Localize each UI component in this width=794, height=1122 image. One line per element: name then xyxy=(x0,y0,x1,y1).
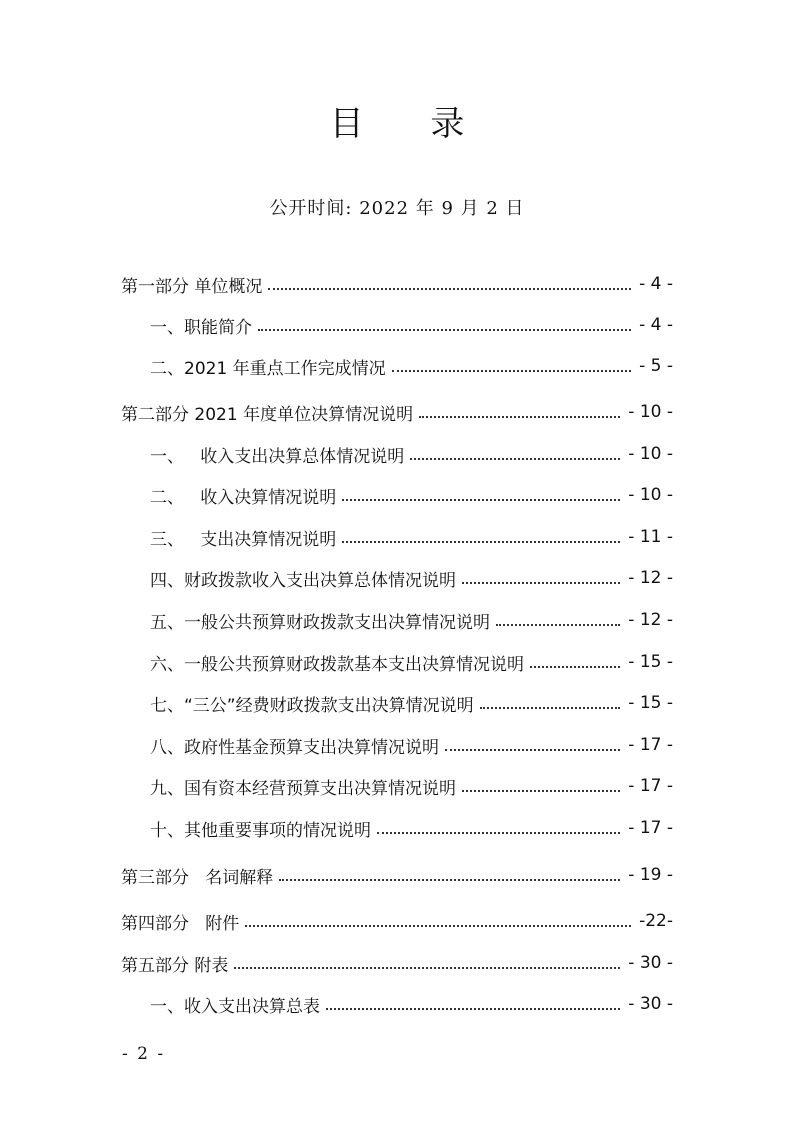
toc-entry-page: - 4 - xyxy=(639,315,673,335)
toc-leader-dots xyxy=(268,288,631,290)
toc-entry-label: 十、其他重要事项的情况说明 xyxy=(150,820,371,841)
toc-entry[interactable] xyxy=(150,731,673,759)
toc-entry-label: 第一部分 单位概况 xyxy=(121,276,263,297)
toc-leader-dots xyxy=(462,790,620,792)
toc-entry-label: 一、职能简介 xyxy=(150,317,252,338)
toc-entry-page: - 15 - xyxy=(628,693,673,713)
toc-leader-dots xyxy=(496,624,620,626)
toc-entry[interactable] xyxy=(121,907,673,935)
toc-entry-page: - 10 - xyxy=(628,444,673,464)
toc-entry-label: 二、 收入决算情况说明 xyxy=(150,487,337,508)
toc-entry-page: - 11 - xyxy=(628,527,673,547)
toc-leader-dots xyxy=(445,749,620,751)
toc-leader-dots xyxy=(410,458,620,460)
toc-entry[interactable] xyxy=(150,689,673,717)
toc-entry-page: - 4 - xyxy=(639,274,673,294)
toc-leader-dots xyxy=(258,329,631,331)
toc-entry-label: 第五部分 附表 xyxy=(121,955,229,976)
toc-entry-page: -22- xyxy=(639,911,673,931)
toc-entry-page: - 19 - xyxy=(628,865,673,885)
toc-entry-page: - 30 - xyxy=(628,994,673,1014)
toc-entry-page: - 5 - xyxy=(639,356,673,376)
publish-time: 公开时间: 2022 年 9 月 2 日 xyxy=(269,198,525,219)
toc-entry-page: - 10 - xyxy=(628,485,673,505)
toc-entry[interactable] xyxy=(121,949,673,977)
toc-entry[interactable] xyxy=(150,523,673,551)
toc-leader-dots xyxy=(392,370,631,372)
toc-leader-dots xyxy=(480,707,621,709)
toc-leader-dots xyxy=(419,416,620,418)
toc-entry-label: 第二部分 2021 年度单位决算情况说明 xyxy=(121,404,414,425)
toc-entry-page: - 10 - xyxy=(628,402,673,422)
toc-leader-dots xyxy=(342,541,620,543)
toc-entry-label: 第三部分 名词解释 xyxy=(121,867,274,888)
toc-leader-dots xyxy=(245,925,631,927)
toc-entry[interactable] xyxy=(121,861,673,889)
toc-entry-label: 四、财政拨款收入支出决算总体情况说明 xyxy=(150,570,456,591)
toc-entry-label: 第四部分 附件 xyxy=(121,913,240,934)
toc-entry-label: 九、国有资本经营预算支出决算情况说明 xyxy=(150,778,456,799)
toc-entry[interactable] xyxy=(150,772,673,800)
toc-leader-dots xyxy=(342,499,620,501)
toc-entry[interactable] xyxy=(121,398,673,426)
toc-entry[interactable] xyxy=(150,606,673,634)
toc-entry[interactable] xyxy=(150,564,673,592)
toc-entry-label: 二、2021 年重点工作完成情况 xyxy=(150,358,386,379)
toc-leader-dots xyxy=(462,582,620,584)
toc-entry-label: 六、一般公共预算财政拨款基本支出决算情况说明 xyxy=(150,654,524,675)
toc-entry[interactable] xyxy=(150,990,673,1018)
toc-entry-label: 一、收入支出决算总表 xyxy=(150,996,320,1017)
toc-leader-dots xyxy=(234,967,620,969)
toc-leader-dots xyxy=(279,879,620,881)
toc-entry-page: - 15 - xyxy=(628,652,673,672)
page-number-footer: - 2 - xyxy=(122,1044,166,1064)
toc-entry-page: - 17 - xyxy=(628,776,673,796)
toc-entry-label: 三、 支出决算情况说明 xyxy=(150,529,337,550)
toc-entry-page: - 17 - xyxy=(628,735,673,755)
toc-leader-dots xyxy=(530,666,620,668)
toc-leader-dots xyxy=(377,832,620,834)
toc-entry-page: - 12 - xyxy=(628,610,673,630)
toc-entry-label: 五、一般公共预算财政拨款支出决算情况说明 xyxy=(150,612,490,633)
toc-entry-page: - 30 - xyxy=(628,953,673,973)
toc-entry[interactable] xyxy=(150,648,673,676)
toc-entry-page: - 17 - xyxy=(628,818,673,838)
toc-entry-label: 七、“三公”经费财政拨款支出决算情况说明 xyxy=(150,695,474,716)
toc-entry[interactable] xyxy=(150,440,673,468)
toc-entry[interactable] xyxy=(121,270,673,298)
toc-entry[interactable] xyxy=(150,814,673,842)
page-title: 目 录 xyxy=(329,104,493,144)
toc-entry-page: - 12 - xyxy=(628,568,673,588)
toc-entry[interactable] xyxy=(150,352,673,380)
toc-entry-label: 一、 收入支出决算总体情况说明 xyxy=(150,446,405,467)
toc-entry-label: 八、政府性基金预算支出决算情况说明 xyxy=(150,737,439,758)
toc-entry[interactable] xyxy=(150,311,673,339)
toc-entry[interactable] xyxy=(150,481,673,509)
toc-leader-dots xyxy=(326,1008,620,1010)
